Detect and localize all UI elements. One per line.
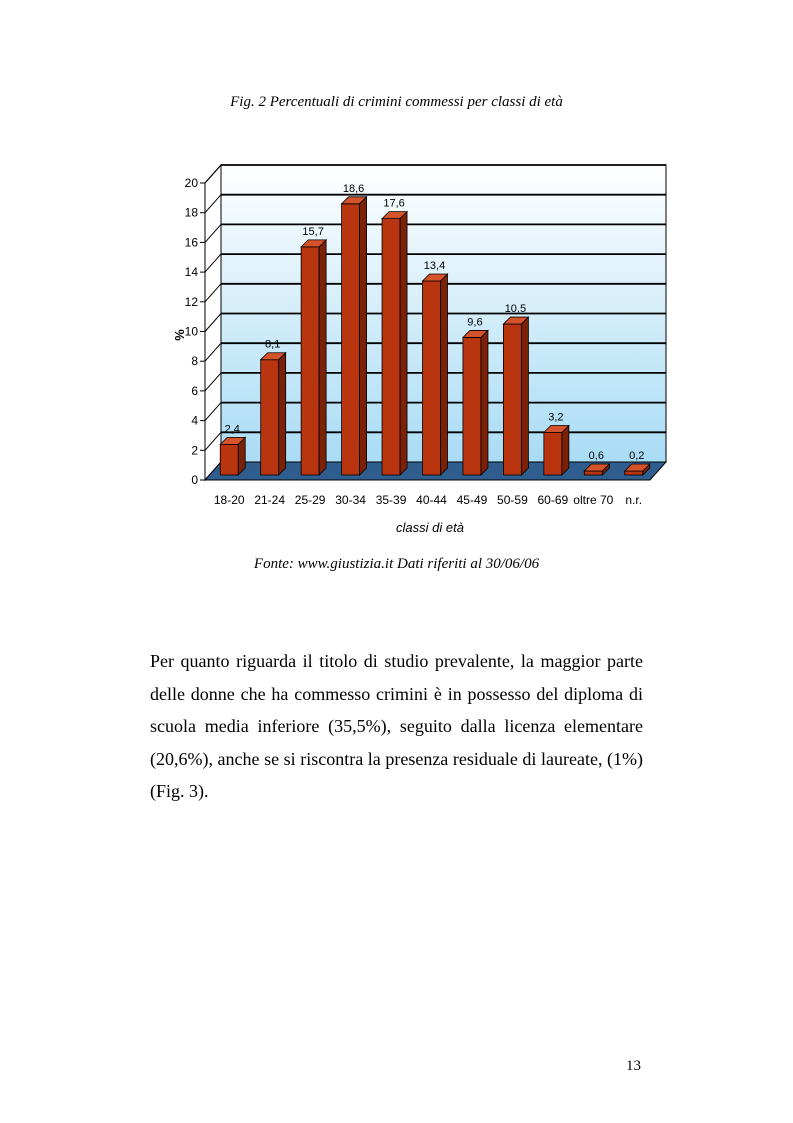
bar-side	[481, 330, 488, 475]
y-tick-label: 20	[184, 176, 198, 190]
figure-source: Fonte: www.giustizia.it Dati riferiti al 30/06/06	[253, 556, 540, 572]
bar-side	[441, 274, 448, 475]
data-label: 2,4	[224, 423, 240, 436]
bar-front	[625, 471, 643, 475]
bar-front	[463, 337, 481, 475]
bar-side	[562, 425, 569, 475]
x-tick-label: 18-20	[213, 493, 245, 507]
x-axis-title: classi di età	[396, 520, 464, 535]
data-label: 3,2	[548, 411, 564, 424]
bar-front	[220, 444, 238, 475]
bar-front	[261, 360, 279, 475]
y-tick-label: 12	[184, 294, 198, 309]
bar-front	[503, 324, 521, 475]
data-label: 13,4	[423, 260, 446, 273]
x-tick-label: 40-44	[416, 493, 447, 507]
y-tick-label: 16	[184, 235, 198, 250]
bar-side	[521, 317, 528, 475]
bar-side	[319, 240, 326, 475]
page-number: 13	[626, 1058, 641, 1074]
bar	[503, 303, 528, 475]
bar	[463, 316, 488, 475]
data-label: 0,6	[588, 450, 604, 462]
data-label: 15,7	[302, 225, 324, 238]
bar-front	[301, 247, 319, 475]
y-tick-label: 14	[184, 265, 198, 280]
x-tick-label: 35-39	[375, 493, 407, 507]
data-label: 9,6	[467, 316, 483, 329]
y-tick-label: 0	[191, 473, 198, 487]
bar-side	[360, 197, 367, 475]
y-tick-label: 18	[184, 205, 198, 220]
y-tick-label: 8	[191, 354, 198, 369]
bar-chart	[150, 150, 680, 540]
bar-front	[382, 219, 400, 475]
data-label: 17,6	[383, 197, 405, 210]
x-tick-label: oltre 70	[573, 493, 614, 507]
bar	[423, 260, 448, 475]
bar	[342, 183, 367, 475]
bar-front	[342, 204, 360, 475]
bar	[261, 339, 286, 475]
body-paragraph: Per quanto riguarda il titolo di studio prevalente, la maggior parte delle donne che ha commesso crimini è in possesso del diploma di scuola media inferiore (35,5%), seguito dalla licenza elementare (20,6%), anche se si riscontra la presenza residuale di laureate, (1%) (Fig. 3).	[150, 651, 643, 801]
x-tick-label: 50-59	[497, 493, 528, 507]
bar-side	[400, 212, 407, 475]
data-label: 0,2	[629, 450, 645, 462]
data-label: 10,5	[504, 303, 527, 316]
data-label: 8,1	[265, 338, 281, 351]
x-tick-label: 60-69	[537, 493, 569, 507]
x-tick-label: 21-24	[254, 493, 286, 507]
bar-front	[423, 281, 441, 475]
y-tick-label: 4	[191, 413, 198, 428]
data-label: 18,6	[342, 182, 365, 195]
x-tick-label: 45-49	[456, 493, 488, 507]
figure-caption: Fig. 2 Percentuali di crimini commessi per classi di età	[230, 94, 563, 110]
y-axis-title: %	[172, 329, 187, 341]
y-tick-label: 6	[191, 383, 198, 398]
bar-front	[544, 432, 562, 475]
bar-side	[279, 353, 286, 475]
bar	[382, 198, 407, 475]
y-tick-label: 2	[191, 443, 198, 458]
bar	[301, 226, 326, 475]
x-tick-label: 30-34	[335, 493, 366, 507]
x-tick-label: 25-29	[294, 493, 326, 507]
x-tick-label: n.r.	[625, 493, 643, 507]
x-axis	[214, 493, 642, 507]
y-tick-label: 10	[184, 324, 198, 339]
bar-front	[584, 471, 602, 475]
